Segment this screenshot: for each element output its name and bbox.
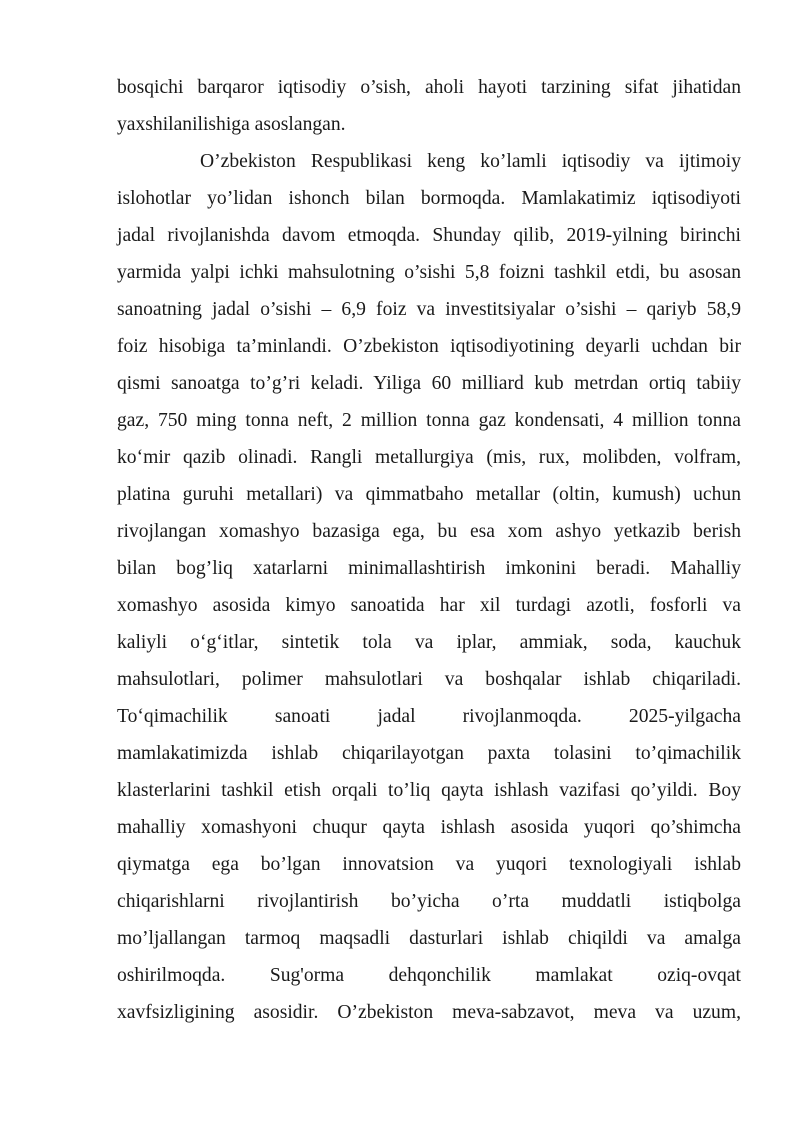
text-line: gaz, 750 ming tonna neft, 2 million tonna gaz kondensati, 4 million tonna: [117, 410, 741, 431]
text-line: chiqarishlarni rivojlantirish bo’yicha o’rta muddatli istiqbolga: [117, 891, 741, 912]
text-line: qiymatga ega bo’lgan innovatsion va yuqori texnologiyali ishlab: [117, 854, 741, 875]
text-line: mahalliy xomashyoni chuqur qayta ishlash asosida yuqori qo’shimcha: [117, 817, 741, 838]
text-line: foiz hisobiga ta’minlandi. O’zbekiston iqtisodiyotining deyarli uchdan bir: [117, 336, 741, 357]
text-line: rivojlangan xomashyo bazasiga ega, bu esa xom ashyo yetkazib berish: [117, 521, 741, 542]
text-line: jadal rivojlanishda davom etmoqda. Shunday qilib, 2019-yilning birinchi: [117, 225, 741, 246]
text-line: kaliyli o‘g‘itlar, sintetik tola va iplar, ammiak, soda, kauchuk: [117, 632, 741, 653]
text-line: mo’ljallangan tarmoq maqsadli dasturlari ishlab chiqildi va amalga: [117, 928, 741, 949]
text-line: sanoatning jadal o’sishi – 6,9 foiz va investitsiyalar o’sishi – qariyb 58,9: [117, 299, 741, 320]
text-line: mahsulotlari, polimer mahsulotlari va boshqalar ishlab chiqariladi.: [117, 669, 741, 690]
text-line: bosqichi barqaror iqtisodiy o’sish, aholi hayoti tarzining sifat jihatidan: [117, 77, 741, 98]
text-line: yaxshilanilishiga asoslangan.: [117, 114, 346, 135]
text-line: To‘qimachilik sanoati jadal rivojlanmoqda. 2025-yilgacha: [117, 706, 741, 727]
text-line: xavfsizligining asosidir. O’zbekiston meva-sabzavot, meva va uzum,: [117, 1002, 741, 1023]
text-line: qismi sanoatga to’g’ri keladi. Yiliga 60 milliard kub metrdan ortiq tabiiy: [117, 373, 741, 394]
text-line: xomashyo asosida kimyo sanoatida har xil turdagi azotli, fosforli va: [117, 595, 741, 616]
paragraph-first-line: O’zbekiston Respublikasi keng ko’lamli iqtisodiy va ijtimoiy: [200, 151, 741, 172]
text-line: oshirilmoqda. Sug'orma dehqonchilik mamlakat oziq-ovqat: [117, 965, 741, 986]
text-line: mamlakatimizda ishlab chiqarilayotgan paxta tolasini to’qimachilik: [117, 743, 741, 764]
text-line: yarmida yalpi ichki mahsulotning o’sishi 5,8 foizni tashkil etdi, bu asosan: [117, 262, 741, 283]
text-line: bilan bog’liq xatarlarni minimallashtirish imkonini beradi. Mahalliy: [117, 558, 741, 579]
text-line: islohotlar yo’lidan ishonch bilan bormoqda. Mamlakatimiz iqtisodiyoti: [117, 188, 741, 209]
text-line: klasterlarini tashkil etish orqali to’liq qayta ishlash vazifasi qo’yildi. Boy: [117, 780, 741, 801]
text-line: ko‘mir qazib olinadi. Rangli metallurgiya (mis, rux, molibden, volfram,: [117, 447, 741, 468]
text-line: platina guruhi metallari) va qimmatbaho metallar (oltin, kumush) uchun: [117, 484, 741, 505]
